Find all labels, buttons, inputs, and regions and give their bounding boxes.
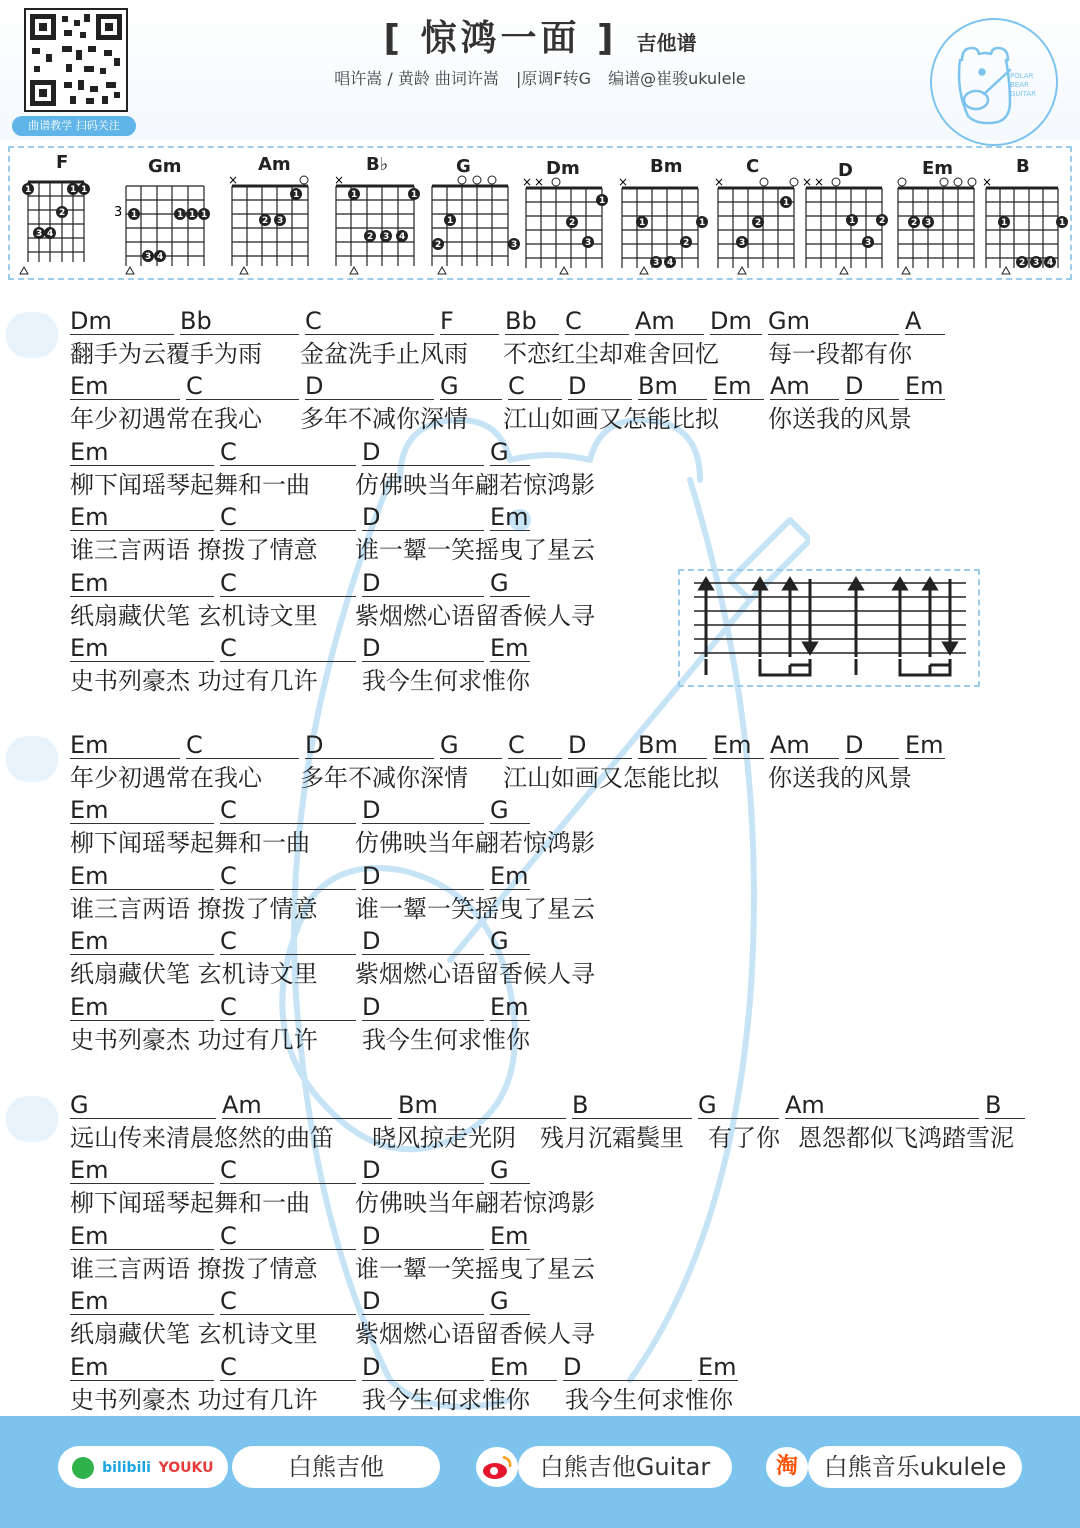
credit-artist: 唱许嵩 / 黄龄 曲词许嵩	[334, 69, 499, 88]
lyric-row	[0, 761, 1080, 795]
chord-symbol: Em	[490, 1352, 557, 1381]
svg-text:4: 4	[157, 252, 164, 262]
chord-symbol: D	[362, 1221, 484, 1250]
lyric-text: 紫烟燃心语留香候人寻	[355, 960, 595, 989]
chord-symbol: G	[440, 371, 502, 400]
chord-symbol: D	[845, 730, 899, 759]
svg-text:1: 1	[849, 216, 856, 226]
svg-text:2: 2	[367, 232, 374, 242]
chord-symbol: Bb	[180, 306, 299, 335]
chord-symbol: Em	[698, 1352, 737, 1381]
lyric-text: 我今生何求惟你	[362, 1385, 530, 1414]
svg-text:4: 4	[399, 232, 406, 242]
lyric-line	[0, 371, 1080, 436]
svg-text:1: 1	[447, 216, 454, 226]
lyric-text: 柳下闻瑶琴起舞和一曲	[70, 470, 310, 499]
chord-symbol: Bm	[638, 730, 707, 759]
svg-text:3: 3	[739, 238, 746, 248]
credit-arranger: 编谱@崔骏ukulele	[608, 69, 746, 88]
chord-symbol: D	[362, 502, 484, 531]
chord-symbol: B	[572, 1090, 692, 1119]
svg-text:3: 3	[36, 229, 43, 239]
chord-name: Em	[922, 158, 954, 179]
youku-logo: YOUKU	[158, 1460, 214, 1476]
chord-name: B♭	[366, 154, 389, 175]
chord-symbol: Em	[70, 1286, 214, 1315]
lyric-row	[0, 1023, 1080, 1057]
svg-text:×: ×	[228, 173, 239, 187]
lyric-text: 谁三言两语 撩拨了情意	[70, 536, 318, 565]
chord-symbol: Am	[770, 730, 839, 759]
lyric-text: 纸扇藏伏笔 玄机诗文里	[70, 960, 318, 989]
chord-symbol: Em	[713, 371, 764, 400]
chord-name: Gm	[148, 156, 182, 177]
svg-text:×: ×	[534, 175, 545, 189]
svg-text:3: 3	[277, 216, 284, 226]
svg-text:3: 3	[585, 238, 592, 248]
chord-symbol: D	[563, 1352, 692, 1381]
chord-symbol: Em	[70, 795, 214, 824]
svg-text:3: 3	[114, 205, 123, 220]
svg-text:3: 3	[511, 240, 518, 250]
svg-text:4: 4	[1047, 258, 1054, 268]
chord-name: G	[456, 156, 471, 177]
chord-symbol: G	[490, 568, 530, 597]
svg-text:3: 3	[653, 258, 660, 268]
chord-diagram-Dm	[522, 158, 608, 274]
lyric-text: 仿佛映当年翩若惊鸿影	[355, 829, 595, 858]
chord-symbol: C	[220, 861, 356, 890]
svg-text:3: 3	[925, 218, 932, 228]
svg-text:×: ×	[522, 175, 533, 189]
chord-symbol: D	[362, 992, 484, 1021]
footer	[0, 1416, 1080, 1528]
chord-row	[0, 730, 1080, 760]
lyric-row	[0, 1383, 1080, 1417]
lyric-text: 谁三言两语 撩拨了情意	[70, 894, 318, 923]
chord-symbol: G	[490, 926, 530, 955]
svg-text:2: 2	[755, 218, 762, 228]
chord-symbol: C	[220, 992, 356, 1021]
lyric-text: 史书列豪杰 功过有几许	[70, 667, 318, 695]
svg-text:1: 1	[351, 190, 358, 200]
lyric-row	[0, 533, 1080, 567]
lyric-row	[0, 826, 1080, 860]
lyric-text: 翻手为云覆手为雨	[70, 340, 262, 368]
chord-row	[0, 1286, 1080, 1316]
chord-symbol: C	[220, 1155, 356, 1184]
lyric-text: 我今生何求惟你	[565, 1385, 733, 1414]
svg-text:1: 1	[293, 190, 300, 200]
channel-name-1[interactable]: 白熊吉他	[232, 1446, 440, 1488]
chord-name: Bm	[650, 156, 683, 177]
lyric-row	[0, 1121, 1080, 1155]
chord-symbol: B	[985, 1090, 1025, 1119]
chord-symbol: C	[305, 306, 434, 335]
chord-symbol: C	[186, 371, 299, 400]
lyric-text: 我今生何求惟你	[362, 667, 530, 695]
chord-symbol: Em	[905, 372, 944, 401]
svg-text:1: 1	[1001, 218, 1008, 228]
taobao-icon[interactable]: 淘	[766, 1447, 808, 1487]
chord-row	[0, 1352, 1080, 1382]
lyric-row	[0, 402, 1080, 436]
svg-text:×: ×	[618, 175, 629, 189]
chord-symbol: C	[508, 730, 562, 759]
lyric-text: 史书列豪杰 功过有几许	[70, 1025, 318, 1054]
chord-name: Am	[258, 154, 291, 175]
chord-symbol: Em	[70, 1221, 214, 1250]
chord-symbol: Am	[785, 1090, 979, 1119]
chord-symbol: D	[362, 1155, 484, 1184]
chord-symbol: C	[565, 306, 629, 335]
lyric-line	[0, 1286, 1080, 1351]
chord-row	[0, 371, 1080, 401]
svg-text:2: 2	[262, 216, 269, 226]
svg-text:1: 1	[25, 185, 32, 195]
chord-symbol: D	[305, 730, 434, 759]
chord-chart-strip	[8, 146, 1072, 280]
lyric-text: 多年不减你深情	[300, 764, 468, 792]
svg-text:2: 2	[879, 216, 886, 226]
chord-symbol: Bm	[638, 371, 707, 400]
chord-symbol: D	[568, 371, 632, 400]
svg-text:1: 1	[81, 185, 88, 195]
channel-name-2[interactable]: 白熊吉他Guitar	[518, 1446, 732, 1488]
chord-symbol: G	[440, 730, 502, 759]
chord-symbol: Em	[490, 503, 529, 532]
lyric-line	[0, 795, 1080, 860]
svg-text:4: 4	[47, 229, 54, 239]
svg-text:1: 1	[1059, 218, 1066, 228]
wechat-icon	[72, 1457, 94, 1479]
lyric-text: 纸扇藏伏笔 玄机诗文里	[70, 1320, 318, 1349]
lyric-text: 你送我的风景	[768, 405, 912, 434]
chord-symbol: D	[362, 1352, 484, 1381]
chord-symbol: Em	[713, 730, 764, 759]
title-block	[0, 10, 1080, 61]
chord-row	[0, 437, 1080, 467]
chord-diagram-C	[714, 156, 798, 274]
chord-symbol: G	[490, 437, 530, 466]
channel-name-3[interactable]: 白熊音乐ukulele	[808, 1446, 1022, 1488]
lyric-row	[0, 1252, 1080, 1286]
lyric-text: 史书列豪杰 功过有几许	[70, 1385, 318, 1414]
chord-symbol: G	[490, 1286, 530, 1315]
chord-symbol: Em	[70, 371, 180, 400]
chord-row	[0, 992, 1080, 1022]
lyric-text: 纸扇藏伏笔 玄机诗文里	[70, 601, 318, 630]
svg-text:1: 1	[599, 196, 606, 206]
lyric-text: 紫烟燃心语留香候人寻	[355, 601, 595, 630]
lyric-row	[0, 1317, 1080, 1351]
svg-text:2: 2	[435, 240, 442, 250]
chord-symbol: C	[508, 371, 562, 400]
chord-symbol: Em	[70, 568, 214, 597]
chord-symbol: Dm	[710, 306, 762, 335]
lyric-text: 残月沉霜鬓里	[540, 1124, 684, 1152]
bilibili-logo: bilibili	[102, 1460, 151, 1476]
chord-symbol: Bb	[505, 306, 559, 335]
chord-name: B	[1016, 156, 1030, 177]
chord-symbol: Em	[70, 1155, 214, 1184]
chord-symbol: C	[220, 1221, 356, 1250]
svg-text:3: 3	[145, 252, 152, 262]
chord-symbol: C	[220, 926, 356, 955]
svg-text:1: 1	[699, 218, 706, 228]
lyric-line	[0, 1090, 1080, 1155]
chord-symbol: C	[220, 795, 356, 824]
lyric-text: 谁一颦一笑摇曳了星云	[355, 894, 595, 923]
lyric-row	[0, 1186, 1080, 1220]
chord-symbol: Am	[222, 1090, 392, 1119]
svg-text:×: ×	[714, 175, 725, 189]
lyric-text: 你送我的风景	[768, 764, 912, 792]
chord-diagram-F	[20, 152, 90, 274]
chord-symbol: C	[220, 437, 356, 466]
lyric-text: 恩怨都似飞鸿踏雪泥	[798, 1124, 1014, 1152]
chord-symbol: Em	[490, 634, 529, 662]
lyric-text: 远山传来清晨悠然的曲笛	[70, 1124, 334, 1152]
lyric-text: 不恋红尘却难舍回忆	[503, 340, 719, 368]
svg-text:3: 3	[383, 232, 390, 242]
chord-symbol: G	[70, 1090, 216, 1119]
chord-symbol: Em	[490, 992, 529, 1021]
svg-text:3: 3	[865, 238, 872, 248]
strum-pattern	[678, 569, 980, 687]
svg-text:2: 2	[569, 218, 576, 228]
chord-symbol: C	[220, 633, 356, 662]
credits	[0, 66, 1080, 89]
lyric-text: 年少初遇常在我心	[70, 764, 262, 792]
platform-logos[interactable]	[58, 1446, 228, 1488]
lyric-line	[0, 992, 1080, 1057]
chord-diagram-D	[802, 160, 888, 274]
logo-line-2: BEAR	[1010, 81, 1029, 89]
chord-symbol: C	[220, 568, 356, 597]
bear-guitar-icon	[959, 48, 1010, 123]
svg-text:×: ×	[814, 175, 825, 189]
chord-row	[0, 502, 1080, 532]
svg-text:1: 1	[177, 210, 184, 220]
chord-diagram-Em	[898, 158, 976, 274]
page-title: [ 惊鸿一面 ]	[383, 18, 618, 59]
chord-symbol: Em	[490, 1221, 529, 1250]
chord-symbol: Em	[70, 633, 214, 662]
lyric-text: 年少初遇常在我心	[70, 405, 262, 434]
chord-symbol: C	[220, 1352, 356, 1381]
lyric-text: 每一段都有你	[768, 340, 912, 368]
chord-symbol: D	[362, 568, 484, 597]
chord-name: D	[838, 160, 853, 181]
page-subtitle: 吉他谱	[636, 31, 697, 55]
svg-text:1: 1	[783, 198, 790, 208]
svg-text:2: 2	[683, 238, 690, 248]
chord-row	[0, 1221, 1080, 1251]
svg-text:×: ×	[802, 175, 813, 189]
chord-symbol: C	[186, 730, 299, 759]
qr-caption: 曲谱教学 扫码关注	[12, 116, 136, 136]
lyric-text: 谁一颦一笑摇曳了星云	[355, 1254, 595, 1283]
chord-symbol: Bm	[398, 1090, 566, 1119]
chord-row	[0, 306, 1080, 336]
chord-symbol: Em	[490, 861, 529, 890]
chord-symbol: A	[905, 306, 945, 335]
chord-name: Dm	[546, 158, 580, 179]
chord-symbol: F	[440, 306, 499, 335]
lyric-line	[0, 861, 1080, 926]
lyric-row	[0, 337, 1080, 371]
lyric-text: 金盆洗手止风雨	[300, 340, 468, 368]
chord-diagram-Bb	[334, 154, 420, 274]
credit-key: |原调F转G	[516, 69, 591, 88]
svg-text:1: 1	[201, 210, 208, 220]
chord-symbol: Em	[905, 731, 944, 759]
lyric-line	[0, 926, 1080, 991]
chord-symbol: Em	[70, 502, 214, 531]
chord-name: C	[746, 156, 760, 177]
chord-symbol: G	[490, 1155, 530, 1184]
chord-symbol: Em	[70, 992, 214, 1021]
chord-symbol: G	[490, 795, 530, 824]
lyric-text: 我今生何求惟你	[362, 1025, 530, 1054]
chord-diagram-Bm	[618, 156, 708, 274]
svg-text:1: 1	[70, 185, 77, 195]
chord-symbol: Am	[635, 306, 704, 335]
chord-diagram-Gm	[114, 156, 210, 274]
svg-text:1: 1	[639, 218, 646, 228]
lyric-text: 柳下闻瑶琴起舞和一曲	[70, 1189, 310, 1218]
svg-text:1: 1	[189, 210, 196, 220]
chord-diagram-Am	[228, 154, 308, 274]
lyric-text: 多年不减你深情	[300, 405, 468, 434]
chord-row	[0, 1090, 1080, 1120]
lyric-text: 江山如画又怎能比拟	[503, 405, 719, 434]
chord-symbol: G	[698, 1090, 779, 1119]
svg-text:3: 3	[1033, 258, 1040, 268]
lyric-text: 谁三言两语 撩拨了情意	[70, 1254, 318, 1283]
lyric-line	[0, 730, 1080, 795]
lyric-row	[0, 892, 1080, 926]
chord-symbol: D	[362, 633, 484, 662]
chord-symbol: D	[845, 371, 899, 400]
chord-symbol: Gm	[768, 306, 899, 335]
lyric-line	[0, 1221, 1080, 1286]
chord-row	[0, 926, 1080, 956]
svg-text:×: ×	[334, 173, 345, 187]
lyric-text: 谁一颦一笑摇曳了星云	[355, 536, 595, 565]
chord-name: F	[56, 152, 69, 173]
lyric-line	[0, 1352, 1080, 1417]
chord-symbol: C	[220, 502, 356, 531]
polar-bear-guitar-logo	[930, 18, 1058, 146]
chord-symbol: D	[362, 437, 484, 466]
svg-text:×: ×	[982, 175, 993, 189]
svg-text:2: 2	[59, 208, 66, 218]
chord-symbol: D	[568, 730, 632, 759]
chord-symbol: Em	[70, 861, 214, 890]
svg-text:1: 1	[411, 190, 418, 200]
chord-symbol: D	[362, 926, 484, 955]
svg-text:4: 4	[667, 258, 674, 268]
lyric-text: 仿佛映当年翩若惊鸿影	[355, 470, 595, 499]
chord-symbol: Am	[770, 371, 839, 400]
chord-symbol: D	[305, 371, 434, 400]
lyric-text: 有了你	[708, 1124, 780, 1152]
svg-text:1: 1	[131, 210, 138, 220]
lyric-text: 仿佛映当年翩若惊鸿影	[355, 1189, 595, 1218]
chord-row	[0, 861, 1080, 891]
chord-symbol: Dm	[70, 306, 174, 335]
chord-row	[0, 795, 1080, 825]
lyric-text: 紫烟燃心语留香候人寻	[355, 1320, 595, 1349]
lyric-text: 柳下闻瑶琴起舞和一曲	[70, 829, 310, 858]
chord-symbol: Em	[70, 730, 180, 759]
lyric-row	[0, 468, 1080, 502]
lyric-line	[0, 437, 1080, 502]
chord-symbol: D	[362, 861, 484, 890]
chord-symbol: C	[220, 1286, 356, 1315]
chord-symbol: D	[362, 795, 484, 824]
lyric-row	[0, 957, 1080, 991]
chord-diagram-B	[982, 156, 1068, 274]
svg-text:2: 2	[911, 218, 918, 228]
logo-line-1: POLAR	[1010, 72, 1034, 80]
lyric-line	[0, 502, 1080, 567]
svg-text:2: 2	[1019, 258, 1026, 268]
lyric-line	[0, 1155, 1080, 1220]
lyric-text: 江山如画又怎能比拟	[503, 764, 719, 792]
chord-diagram-G	[432, 156, 520, 274]
lyric-text: 晓风掠走光阴	[372, 1124, 516, 1152]
weibo-icon[interactable]	[476, 1447, 518, 1487]
chord-symbol: Em	[70, 437, 214, 466]
chord-symbol: D	[362, 1286, 484, 1315]
chord-symbol: Em	[70, 926, 214, 955]
chord-symbol: Em	[70, 1352, 214, 1381]
chord-row	[0, 1155, 1080, 1185]
lyric-line	[0, 306, 1080, 371]
logo-line-3: GUITAR	[1010, 90, 1036, 98]
